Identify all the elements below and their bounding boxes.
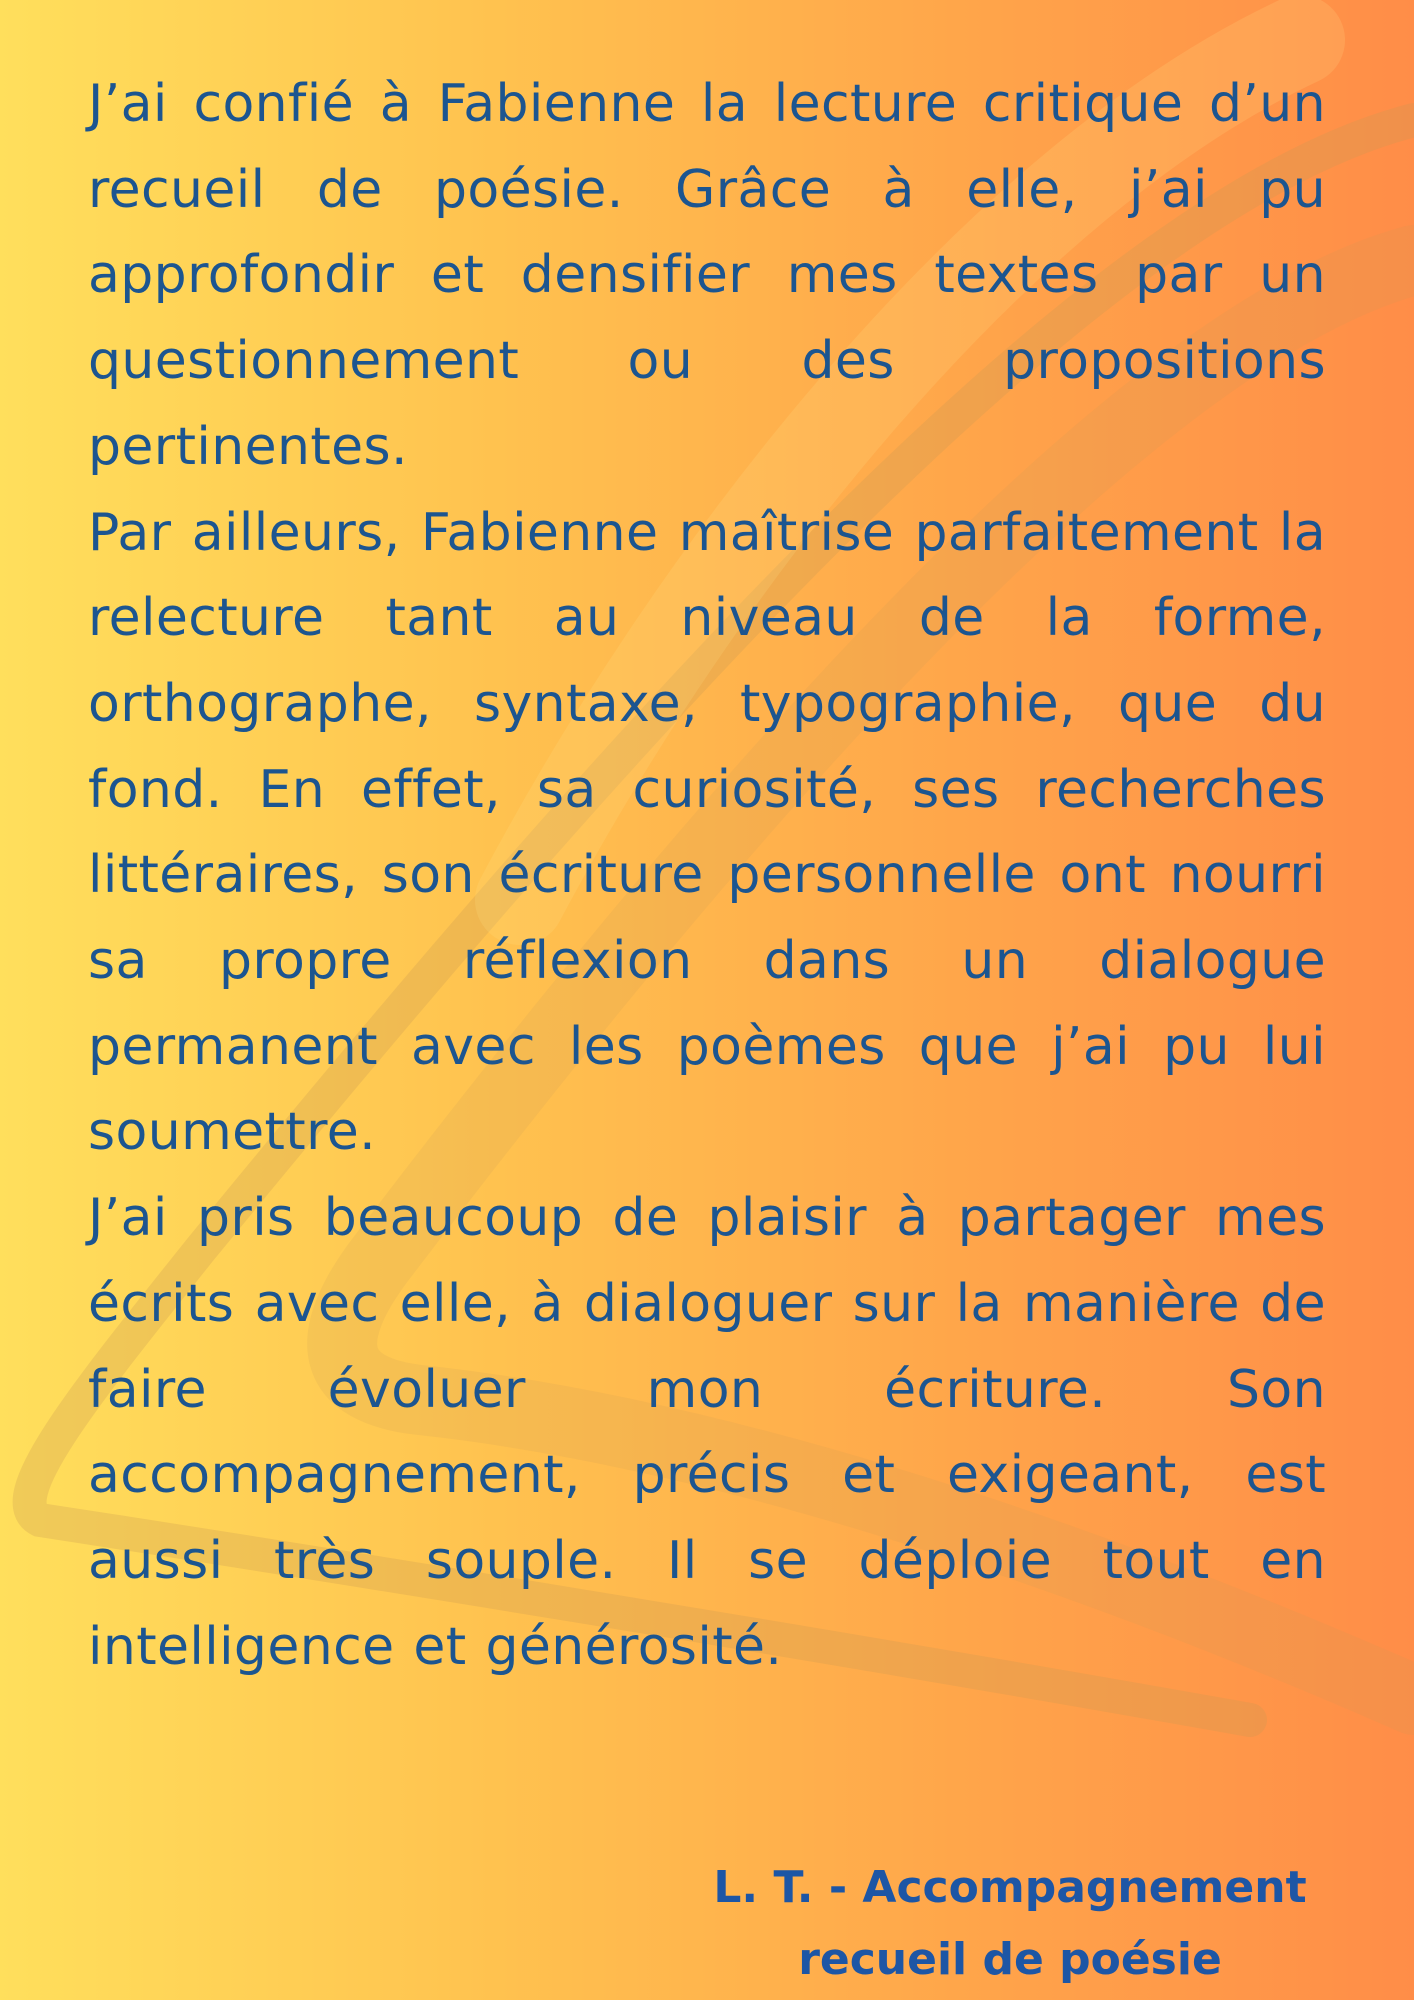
signature-line-service: recueil de poésie: [798, 1934, 1222, 1985]
testimonial-paragraph-2: Par ailleurs, Fabienne maîtrise parfaitement la relecture tant au niveau de la forme, orthographe, syntaxe, typographie, que du fond. En effet, sa curiosité, ses recherches littéraires, son écriture personnelle ont nourri sa propre réflexion dans un dialogue permanent avec les poèmes que j’ai pu lui soumettre.: [88, 502, 1326, 1163]
testimonial-paragraph-3: J’ai pris beaucoup de plaisir à partager mes écrits avec elle, à dialoguer sur la manière de faire évoluer mon écriture. Son accompagnement, précis et exigeant, est aussi très souple. Il se déploie tout en intelligence et générosité.: [88, 1188, 1326, 1677]
testimonial-paragraph-1: J’ai confié à Fabienne la lecture critique d’un recueil de poésie. Grâce à elle, j’ai pu approfondir et densifier mes textes par un questionnement ou des propositions pertinentes.: [88, 74, 1326, 477]
testimonial-body: [88, 62, 1326, 1690]
testimonial-signature: [640, 1852, 1380, 1996]
signature-line-author: L. T. - Accompagnement: [713, 1862, 1307, 1913]
